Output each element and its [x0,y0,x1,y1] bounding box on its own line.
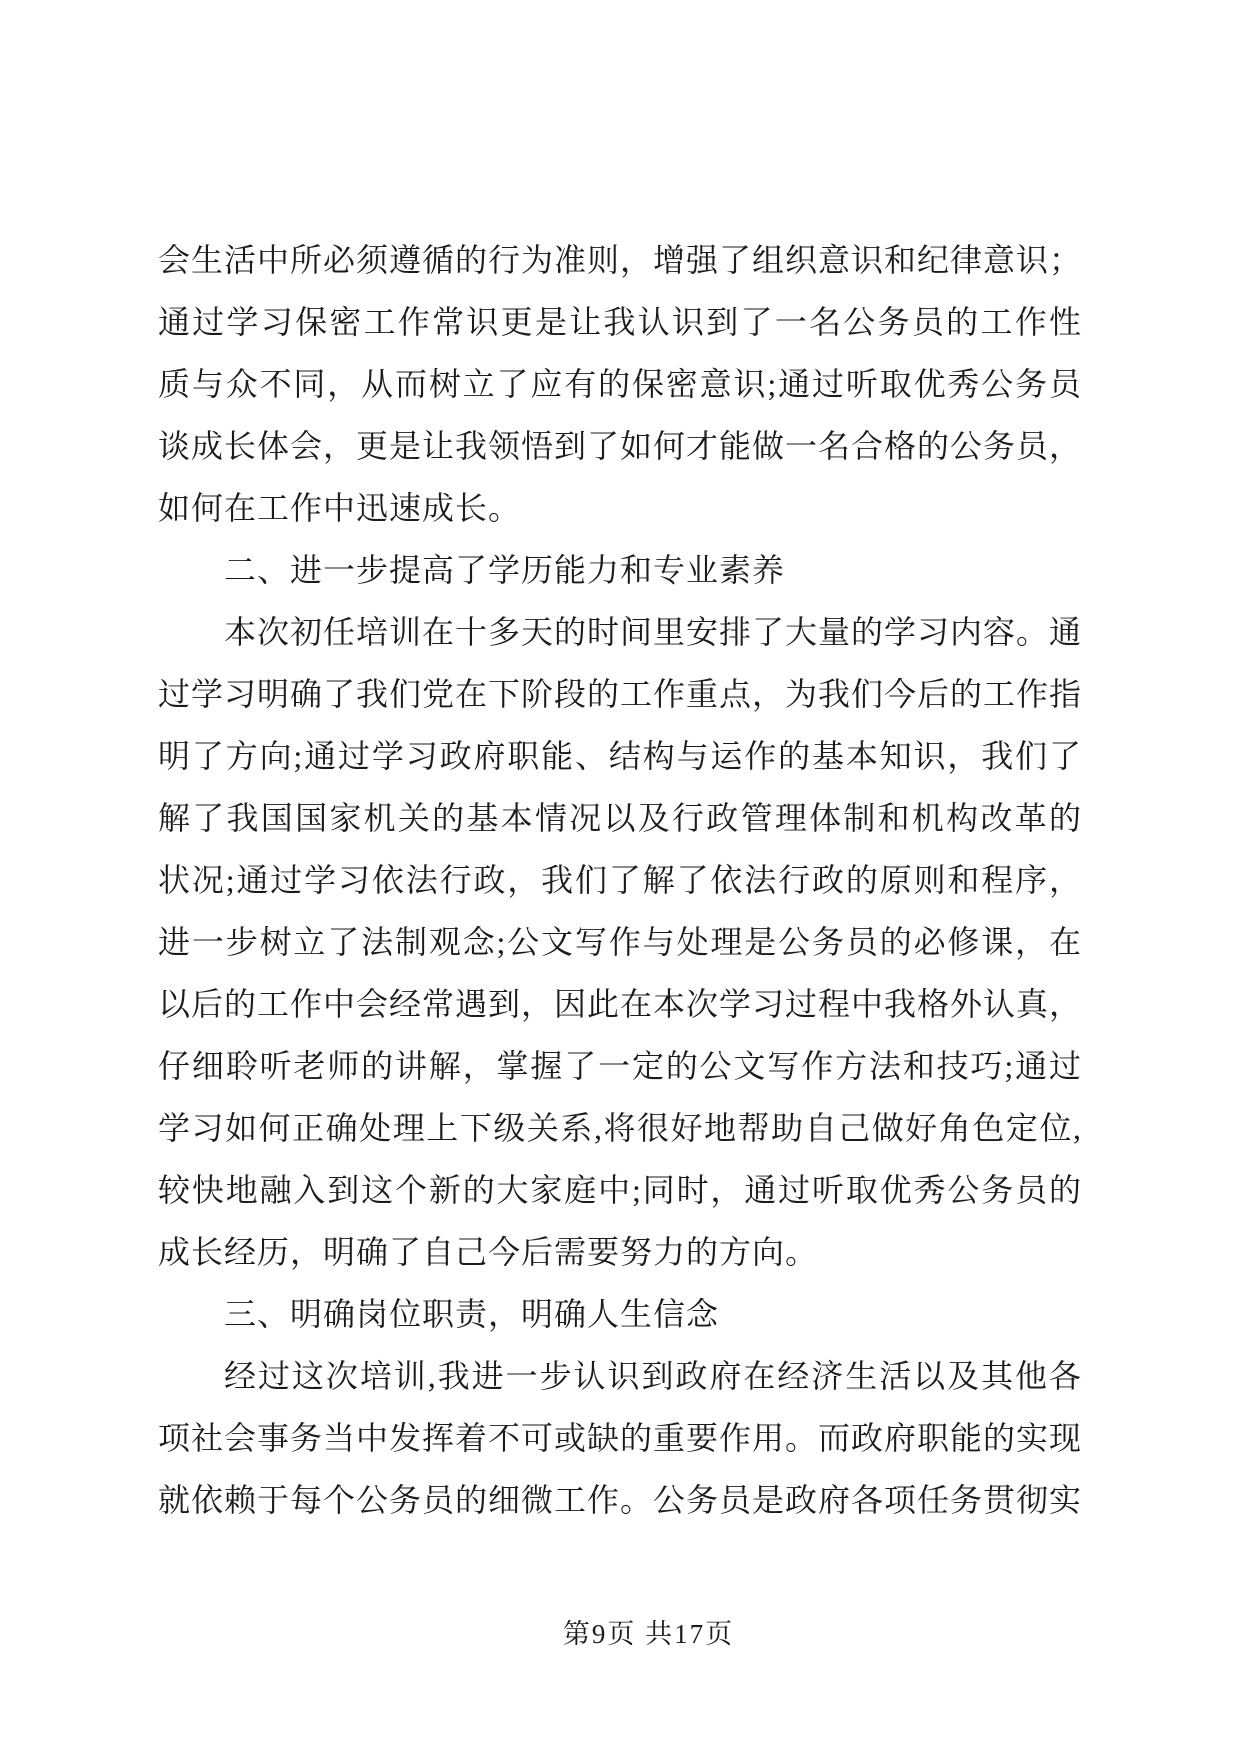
text-line: 成长经历，明确了自己今后需要努力的方向。 [158,1234,819,1270]
text-line: 会生活中所必须遵循的行为准则，增强了组织意识和纪律意识； [158,242,1083,278]
text-line: 明了方向;通过学习政府职能、结构与运作的基本知识，我们了 [158,738,1082,774]
page-number-label: 第9页 共17页 [562,1619,735,1649]
text-line: 学习如何正确处理上下级关系,将很好地帮助自己做好角色定位, [158,1110,1082,1146]
text-line: 较快地融入到这个新的大家庭中;同时，通过听取优秀公务员的 [158,1172,1082,1208]
text-line: 仔细聆听老师的讲解，掌握了一定的公文写作方法和技巧;通过 [158,1048,1082,1084]
text-line: 谈成长体会，更是让我领悟到了如何才能做一名合格的公务员， [158,428,1083,464]
text-line: 解了我国国家机关的基本情况以及行政管理体制和机构改革的 [158,800,1082,836]
text-line: 经过这次培训,我进一步认识到政府在经济生活以及其他各 [224,1358,1082,1394]
text-line: 状况;通过学习依法行政，我们了解了依法行政的原则和程序， [158,862,1082,898]
text-line: 以后的工作中会经常遇到，因此在本次学习过程中我格外认真， [158,986,1083,1022]
text-line: 通过学习保密工作常识更是让我认识到了一名公务员的工作性 [158,304,1082,340]
text-line: 质与众不同，从而树立了应有的保密意识;通过听取优秀公务员 [158,366,1082,402]
text-line: 如何在工作中迅速成长。 [158,490,522,526]
text-line: 进一步树立了法制观念;公文写作与处理是公务员的必修课，在 [158,924,1082,960]
text-line: 项社会事务当中发挥着不可或缺的重要作用。而政府职能的实现 [158,1420,1083,1456]
section-heading-line: 二、进一步提高了学历能力和专业素养 [224,552,786,588]
text-line: 就依赖于每个公务员的细微工作。公务员是政府各项任务贯彻实 [158,1482,1083,1518]
text-line: 过学习明确了我们党在下阶段的工作重点，为我们今后的工作指 [158,676,1083,712]
section-heading-line: 三、明确岗位职责，明确人生信念 [224,1296,720,1332]
text-line: 本次初任培训在十多天的时间里安排了大量的学习内容。通 [224,614,1083,650]
document-body [158,229,1082,1531]
page-footer [28,1612,1241,1656]
